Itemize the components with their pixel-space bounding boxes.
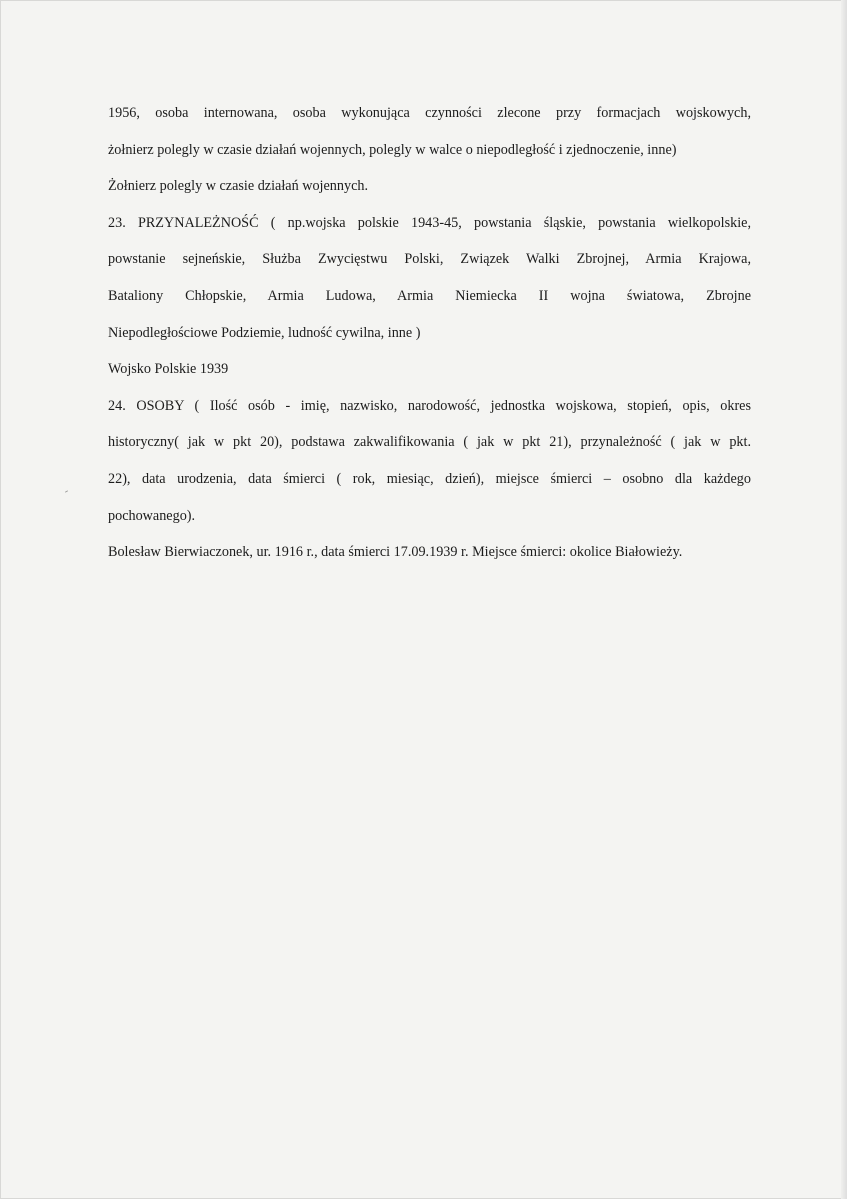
text-line-4: 23. PRZYNALEŻNOŚĆ ( np.wojska polskie 1943-45, powstania śląskie, powstania wielkopolskie, (108, 214, 751, 231)
text-line-2: żołnierz polegly w czasie działań wojennych, polegly w walce o niepodległość i zjednoczenie, inne) (108, 141, 677, 158)
text-line-1: 1956, osoba internowana, osoba wykonująca czynności zlecone przy formacjach wojskowych, (108, 105, 751, 121)
text-line-3: Żołnierz polegly w czasie działań wojennych. (108, 178, 369, 195)
text-line-10: historyczny( jak w pkt 20), podstawa zakwalifikowania ( jak w pkt 21), przynależność ( jak w pkt. (108, 434, 751, 451)
text-line-5: powstanie sejneńskie, Służba Zwycięstwu Polski, Związek Walki Zbrojnej, Armia Krajowa, (108, 251, 751, 268)
text-line-13: Bolesław Bierwiaczonek, ur. 1916 r., data śmierci 17.09.1939 r. Miejsce śmierci: okolice Białowieży. (108, 544, 683, 561)
text-line-12: pochowanego). (108, 507, 196, 524)
text-line-9: 24. OSOBY ( Ilość osób - imię, nazwisko, narodowość, jednostka wojskowa, stopień, opis, okres (108, 397, 751, 414)
text-line-8: Wojsko Polskie 1939 (108, 361, 229, 378)
scan-speck (65, 490, 68, 492)
text-line-6: Bataliony Chłopskie, Armia Ludowa, Armia Niemiecka II wojna światowa, Zbrojne (108, 287, 751, 304)
document-body (108, 95, 751, 571)
page-edge-shadow (841, 0, 847, 1199)
text-line-11: 22), data urodzenia, data śmierci ( rok, miesiąc, dzień), miejsce śmierci – osobno dla każdego (108, 470, 751, 487)
text-line-7: Niepodległościowe Podziemie, ludność cywilna, inne ) (108, 324, 421, 341)
